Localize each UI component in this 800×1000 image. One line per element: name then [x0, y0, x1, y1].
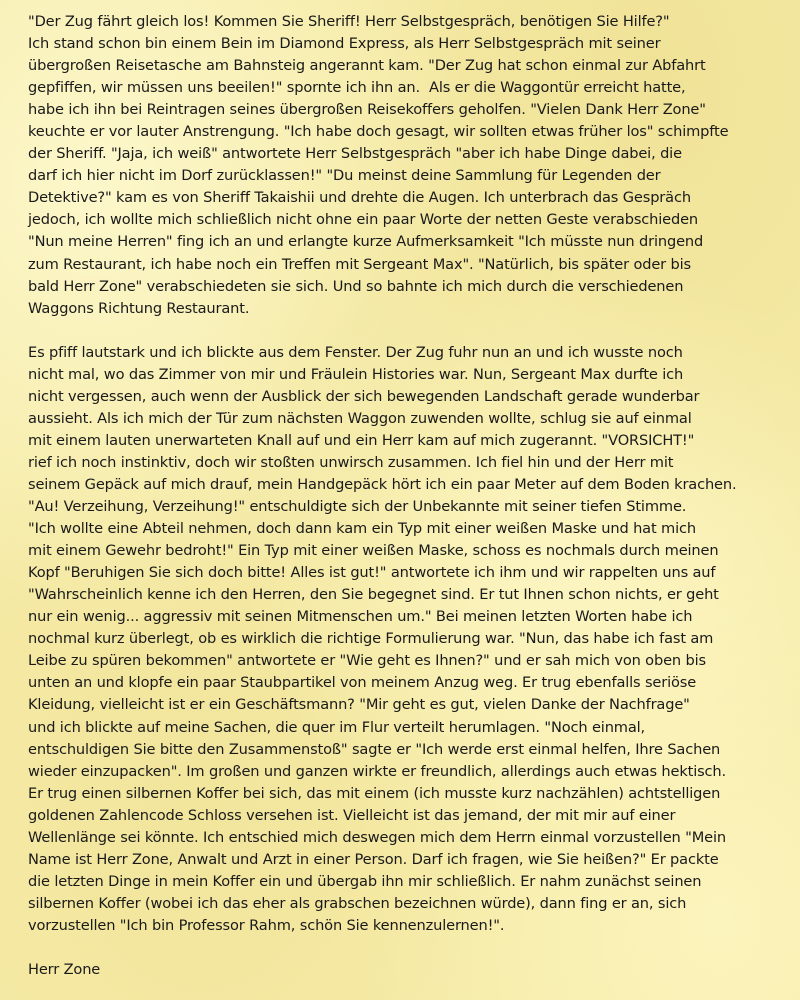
text-line: Es pfiff lautstark und ich blickte aus dem Fenster. Der Zug fuhr nun an und ich wusste noch	[28, 343, 683, 361]
text-line: entschuldigen Sie bitte den Zusammenstoß" sagte er "Ich werde erst einmal helfen, Ihre Sachen	[28, 740, 721, 758]
text-line: gepfiffen, wir müssen uns beeilen!" spornte ich ihn an. Als er die Waggontür erreicht hatte,	[28, 79, 686, 97]
paragraph-gap	[28, 937, 780, 959]
text-line: die letzten Dinge in mein Koffer ein und übergab ihn mir schließlich. Er nahm zunächst seinen	[28, 872, 702, 890]
text-line: darf ich hier nicht im Dorf zurücklassen!" "Du meinst deine Sammlung für Legenden der	[28, 167, 661, 185]
text-line: Leibe zu spüren bekommen" antwortete er "Wie geht es Ihnen?" und er sah mich von oben bis	[28, 652, 706, 670]
text-line: übergroßen Reisetasche am Bahnsteig angerannt kam. "Der Zug hat schon einmal zur Abfahrt	[28, 57, 706, 75]
text-line: nicht vergessen, auch wenn der Ausblick der sich bewegenden Landschaft gerade wunderbar	[28, 387, 700, 405]
text-line: aussieht. Als ich mich der Tür zum nächsten Waggon zuwenden wollte, schlug sie auf einmal	[28, 409, 692, 427]
text-line: habe ich ihn bei Reintragen seines übergroßen Reisekoffers geholfen. "Vielen Dank Herr Zone"	[28, 101, 706, 119]
text-line: Kopf "Beruhigen Sie sich doch bitte! Alles ist gut!" antwortete ich ihm und wir rappelten uns auf	[28, 564, 716, 582]
text-line: goldenen Zahlencode Schloss versehen ist. Vielleicht ist das jemand, der mit mir auf einer	[28, 806, 676, 824]
text-line: "Ich wollte eine Abteil nehmen, doch dann kam ein Typ mit einer weißen Maske und hat mich	[28, 520, 696, 538]
text-line: nur ein wenig... aggressiv mit seinen Mitmenschen um." Bei meinen letzten Worten habe ich	[28, 608, 693, 626]
text-line: vorzustellen "Ich bin Professor Rahm, schön Sie kennenzulernen!".	[28, 916, 505, 934]
text-line: rief ich noch instinktiv, doch wir stoßten unwirsch zusammen. Ich fiel hin und der Herr mit	[28, 453, 674, 471]
text-line: Wellenlänge sei könnte. Ich entschied mich deswegen mich dem Herrn einmal vorzustellen "Mein	[28, 828, 726, 846]
paragraph-2	[28, 342, 780, 937]
text-line: keuchte er vor lauter Anstrengung. "Ich habe doch gesagt, wir sollten etwas früher los" schimpfte	[28, 123, 729, 141]
text-line: jedoch, ich wollte mich schließlich nicht ohne ein paar Worte der netten Geste verabschieden	[28, 211, 699, 229]
text-line: zum Restaurant, ich habe noch ein Treffen mit Sergeant Max". "Natürlich, bis später oder bis	[28, 255, 691, 273]
text-line: der Sheriff. "Jaja, ich weiß" antwortete Herr Selbstgespräch "aber ich habe Dinge dabei, die	[28, 145, 682, 163]
text-line: "Nun meine Herren" fing ich an und erlangte kurze Aufmerksamkeit "Ich müsste nun dringend	[28, 233, 704, 251]
paragraph-1	[28, 11, 780, 320]
text-line: nochmal kurz überlegt, ob es wirklich die richtige Formulierung war. "Nun, das habe ich fast am	[28, 630, 714, 648]
text-line: und ich blickte auf meine Sachen, die quer im Flur verteilt herumlagen. "Noch einmal,	[28, 718, 646, 736]
signature: Herr Zone	[28, 961, 101, 979]
text-line: "Wahrscheinlich kenne ich den Herren, den Sie begegnet sind. Er tut Ihnen schon nichts, er geht	[28, 586, 719, 604]
text-line: "Der Zug fährt gleich los! Kommen Sie Sheriff! Herr Selbstgespräch, benötigen Sie Hilfe?"	[28, 13, 670, 30]
text-line: nicht mal, wo das Zimmer von mir und Fräulein Histories war. Nun, Sergeant Max durfte ich	[28, 365, 684, 383]
text-line: Name ist Herr Zone, Anwalt und Arzt in einer Person. Darf ich fragen, wie Sie heißen?" Er packte	[28, 850, 719, 868]
text-line: Er trug einen silbernen Koffer bei sich, das mit einem (ich musste kurz nachzählen) achtstelligen	[28, 784, 721, 802]
text-line: silbernen Koffer (wobei ich das eher als grabschen bezeichnen würde), dann fing er an, sich	[28, 894, 687, 912]
text-line: wieder einzupacken". Im großen und ganzen wirkte er freundlich, allerdings auch etwas hektisch.	[28, 762, 727, 780]
text-line: mit einem lauten unerwarteten Knall auf und ein Herr kam auf mich zugerannt. "VORSICHT!"	[28, 431, 695, 449]
text-line: "Au! Verzeihung, Verzeihung!" entschuldigte sich der Unbekannte mit seiner tiefen Stimme.	[28, 498, 687, 516]
text-line: bald Herr Zone" verabschiedeten sie sich. Und so bahnte ich mich durch die verschiedenen	[28, 277, 684, 295]
text-line: Ich stand schon bin einem Bein im Diamond Express, als Herr Selbstgespräch mit seiner	[28, 35, 661, 53]
text-line: Waggons Richtung Restaurant.	[28, 299, 250, 317]
text-line: unten an und klopfe ein paar Staubpartikel von meinem Anzug weg. Er trug ebenfalls seriöse	[28, 674, 697, 692]
text-line: Kleidung, vielleicht ist er ein Geschäftsmann? "Mir geht es gut, vielen Danke der Nachfrage"	[28, 696, 690, 714]
text-line: mit einem Gewehr bedroht!" Ein Typ mit einer weißen Maske, schoss es nochmals durch meinen	[28, 542, 719, 560]
text-line: seinem Gepäck auf mich drauf, mein Handgepäck hört ich ein paar Meter auf dem Boden krachen.	[28, 475, 737, 493]
text-line: Detektive?" kam es von Sheriff Takaishii und drehte die Augen. Ich unterbrach das Gespräch	[28, 189, 691, 207]
paragraph-gap	[28, 320, 780, 342]
